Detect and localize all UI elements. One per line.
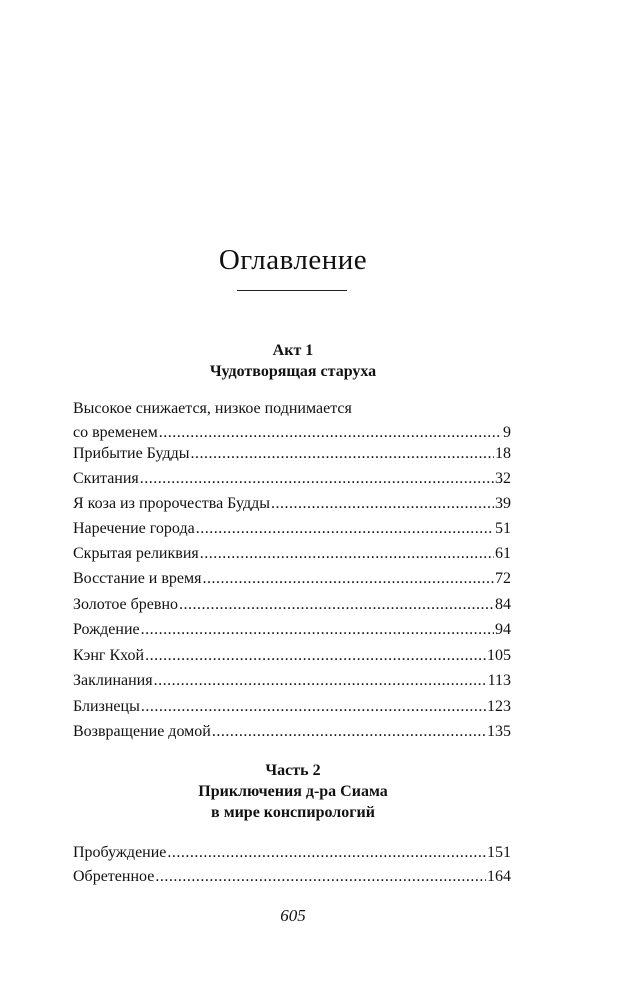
dot-leader — [212, 719, 486, 744]
toc-entry-page: 51 — [495, 520, 511, 537]
toc-entry[interactable] — [73, 592, 511, 617]
toc-entry-page: 113 — [487, 672, 511, 689]
dot-leader — [167, 840, 486, 865]
toc-entry-title: Восстание и время — [73, 570, 202, 587]
toc-entry-page: 151 — [487, 844, 511, 861]
dot-leader — [196, 516, 494, 541]
toc-entry-title: Пробуждение — [73, 844, 167, 861]
toc-entry-title: Скрытая реликвия — [73, 545, 199, 562]
toc-entry[interactable] — [73, 441, 511, 466]
toc-entry-title: Я коза из пророчества Будды — [73, 495, 270, 512]
dot-leader — [203, 566, 495, 591]
toc-entry[interactable] — [73, 466, 511, 491]
toc-title: Оглавление — [218, 244, 368, 276]
toc-entry-page: 61 — [495, 545, 511, 562]
toc-entry[interactable] — [73, 541, 511, 566]
toc-entry-page: 123 — [487, 698, 511, 715]
part2-subtitle-line1: Приключения д-ра Сиама — [198, 783, 388, 800]
page-number: 605 — [280, 906, 306, 925]
toc-entry-title: Возвращение домой — [73, 723, 211, 740]
toc-entry-title: Скитания — [73, 470, 139, 487]
toc-entry-title: Кэнг Кхой — [73, 647, 145, 664]
toc-entry-page: 84 — [495, 596, 511, 613]
toc-entry-title: Рождение — [73, 621, 140, 638]
toc-entry[interactable] — [73, 864, 511, 889]
toc-entry[interactable] — [73, 840, 511, 865]
part2-subtitle-line2: в мире конспирологий — [211, 804, 375, 821]
toc-entry-page: 94 — [495, 621, 511, 638]
dot-leader — [190, 441, 494, 466]
toc-entry-page: 72 — [495, 570, 511, 587]
toc-entry[interactable] — [73, 397, 511, 445]
toc-entry[interactable] — [73, 566, 511, 591]
toc-entry-title: Заклинания — [73, 672, 153, 689]
part2-label: Часть 2 — [265, 762, 321, 779]
dot-leader — [155, 864, 486, 889]
toc-entry-page: 18 — [495, 445, 511, 462]
dot-leader — [141, 617, 494, 642]
toc-entry[interactable] — [73, 643, 511, 668]
toc-entry[interactable] — [73, 719, 511, 744]
toc-entry-title: Золотое бревно — [73, 596, 179, 613]
dot-leader — [200, 541, 494, 566]
dot-leader — [179, 592, 494, 617]
toc-entry-page: 164 — [487, 868, 511, 885]
dot-leader — [140, 466, 494, 491]
title-divider — [237, 290, 347, 291]
toc-entry-page: 9 — [503, 424, 511, 441]
dot-leader — [141, 694, 486, 719]
toc-entry[interactable] — [73, 491, 511, 516]
toc-entry-title: со временем — [73, 424, 158, 441]
dot-leader — [145, 643, 486, 668]
toc-entry-title: Прибытие Будды — [73, 445, 190, 462]
toc-entry-page: 105 — [487, 647, 511, 664]
part1-label: Акт 1 — [272, 342, 314, 359]
part1-subtitle: Чудотворящая старуха — [209, 363, 377, 380]
dot-leader — [271, 491, 494, 516]
toc-entry[interactable] — [73, 694, 511, 719]
toc-entry-page: 39 — [495, 495, 511, 512]
toc-entry-title-line1: Высокое снижается, низкое поднимается — [73, 400, 352, 417]
dot-leader — [154, 668, 487, 693]
toc-entry-page: 135 — [487, 723, 511, 740]
toc-entry-title: Обретенное — [73, 868, 155, 885]
toc-entry[interactable] — [73, 668, 511, 693]
toc-entry-title: Наречение города — [73, 520, 195, 537]
toc-entry[interactable] — [73, 617, 511, 642]
toc-entry-title: Близнецы — [73, 698, 140, 715]
toc-entry[interactable] — [73, 516, 511, 541]
toc-entry-page: 32 — [495, 470, 511, 487]
